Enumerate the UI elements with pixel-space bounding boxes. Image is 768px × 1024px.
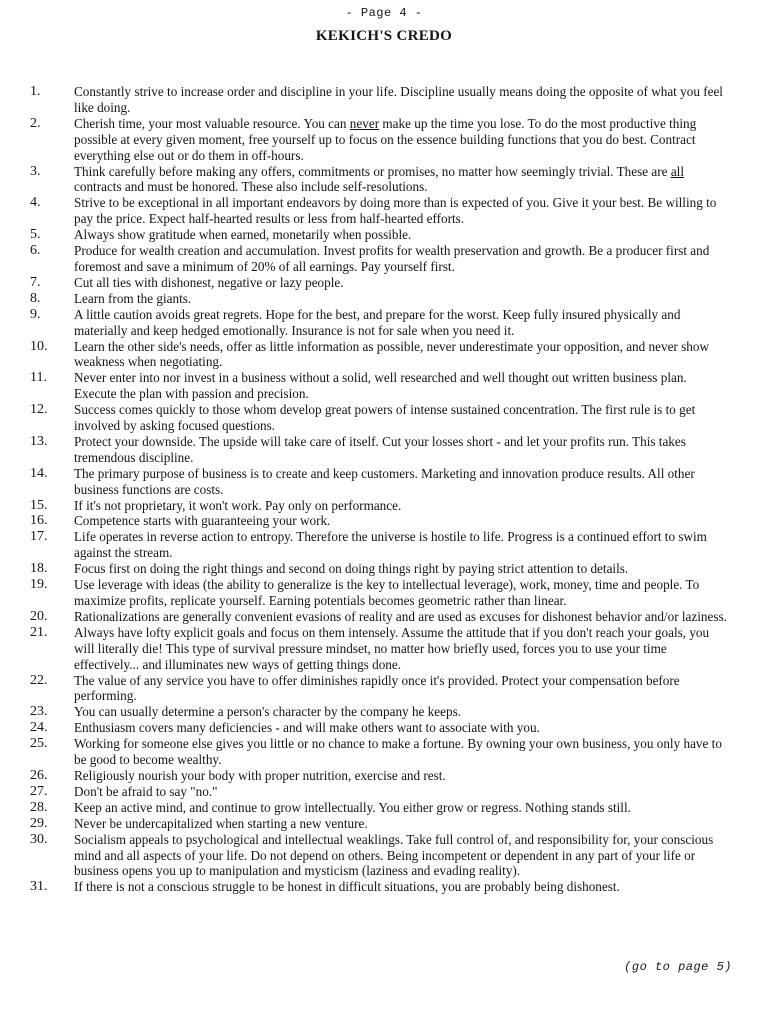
credo-item: [30, 720, 730, 736]
credo-item: [30, 402, 730, 434]
credo-item: [30, 195, 730, 227]
credo-item: [30, 784, 730, 800]
text-segment: make up the time you lose. To do the most productive thing possible at every given moment, free yourself up to focus on the essence building functions that you do best. Contract everything else out or do them in off-hours.: [74, 115, 697, 163]
credo-item-text: [74, 609, 730, 625]
credo-item: [30, 816, 730, 832]
credo-item: [30, 736, 730, 768]
credo-item-number: 31.: [30, 879, 48, 895]
credo-item: [30, 609, 730, 625]
text-segment: Focus first on doing the right things and second on doing things right by paying strict attention to details.: [74, 561, 629, 577]
underlined-emphasis: never: [349, 115, 380, 131]
credo-item-text: [74, 577, 730, 609]
credo-item: [30, 116, 730, 164]
credo-item: [30, 84, 730, 116]
credo-item-text: [74, 736, 730, 768]
credo-item-text: [74, 513, 730, 529]
credo-item-number: 27.: [30, 783, 48, 799]
credo-item-number: 12.: [30, 402, 48, 418]
credo-item-number: 4.: [30, 195, 41, 211]
credo-item-text: [74, 768, 730, 784]
credo-item-text: [74, 561, 730, 577]
credo-item-text: [74, 800, 730, 816]
text-segment: Never enter into nor invest in a business without a solid, well researched and well thought out written business plan. Execute the plan with passion and precision.: [74, 370, 687, 402]
page-title: KEKICH'S CREDO: [315, 28, 453, 44]
credo-item-number: 26.: [30, 767, 48, 783]
text-segment: Working for someone else gives you little or no chance to make a fortune. By owning your own business, you only have to be good to become wealthy.: [74, 736, 722, 768]
credo-item-text: [74, 307, 730, 339]
text-segment: Always have lofty explicit goals and focus on them intensely. Assume the attitude that if you don't reach your goals, you will literally die! This type of survival pressure mindset, no matter how briefly used, forces you to use your time effectively... and illuminates new ways of getting things done.: [74, 624, 710, 672]
credo-item-number: 18.: [30, 561, 48, 577]
credo-item: [30, 625, 730, 673]
credo-item-text: [74, 625, 730, 673]
credo-item: [30, 243, 730, 275]
credo-item: [30, 466, 730, 498]
text-segment: Cut all ties with dishonest, negative or lazy people.: [74, 274, 344, 290]
credo-item-text: [74, 832, 730, 880]
credo-item-text: [74, 529, 730, 561]
credo-item-number: 10.: [30, 338, 48, 354]
credo-item-text: [74, 402, 730, 434]
text-segment: Keep an active mind, and continue to grow intellectually. You either grow or regress. Nothing stands still.: [74, 799, 631, 815]
credo-item-text: [74, 84, 730, 116]
credo-item: [30, 370, 730, 402]
text-segment: Strive to be exceptional in all important endeavors by doing more than is expected of you. Give it your best. Be willing to pay the price. Expect half-hearted results or less from half-hearted efforts.: [74, 195, 717, 227]
text-segment: Never be undercapitalized when starting a new venture.: [74, 815, 368, 831]
text-segment: Think carefully before making any offers, commitments or promises, no matter how seemingly trivial. These are: [74, 163, 671, 179]
credo-item-number: 9.: [30, 306, 41, 322]
text-segment: Learn the other side's needs, offer as little information as possible, never underestimate your opposition, and never show weakness when negotiating.: [74, 338, 709, 370]
credo-item-text: [74, 673, 730, 705]
credo-item-number: 8.: [30, 290, 41, 306]
credo-item-number: 17.: [30, 529, 48, 545]
credo-item-number: 22.: [30, 672, 48, 688]
credo-item-text: [74, 879, 730, 895]
text-segment: Socialism appeals to psychological and intellectual weaklings. Take full control of, and responsibility for, your conscious mind and all aspects of your life. Do not depend on others. Being incompetent or dependent in any part of your life or business opens you up to manipulation and mysticism (laziness and evading reality).: [74, 831, 714, 879]
credo-item: [30, 291, 730, 307]
underlined-emphasis: all: [670, 163, 684, 179]
credo-item-number: 6.: [30, 243, 41, 259]
credo-item-text: [74, 370, 730, 402]
credo-item-number: 15.: [30, 497, 48, 513]
credo-item-number: 23.: [30, 704, 48, 720]
credo-item: [30, 164, 730, 196]
credo-item-text: [74, 784, 730, 800]
text-segment: Learn from the giants.: [74, 290, 192, 306]
credo-item: [30, 307, 730, 339]
credo-item-text: [74, 275, 730, 291]
credo-item-number: 3.: [30, 163, 41, 179]
credo-item-text: [74, 164, 730, 196]
page-marker: - Page 4 -: [345, 6, 423, 20]
credo-item-text: [74, 227, 730, 243]
credo-item: [30, 704, 730, 720]
credo-item: [30, 339, 730, 371]
text-segment: Rationalizations are generally convenient evasions of reality and are used as excuses for dishonest behavior and/or laziness.: [74, 608, 727, 624]
text-segment: Life operates in reverse action to entropy. Therefore the universe is hostile to life. Progress is a continued effort to swim against the stream.: [74, 529, 707, 561]
text-segment: You can usually determine a person's character by the company he keeps.: [74, 704, 462, 720]
credo-item-number: 19.: [30, 577, 48, 593]
text-segment: Enthusiasm covers many deficiencies - and will make others want to associate with you.: [74, 720, 540, 736]
text-segment: If there is not a conscious struggle to be honest in difficult situations, you are probably being dishonest.: [74, 879, 620, 895]
credo-item-text: [74, 704, 730, 720]
credo-item-number: 2.: [30, 115, 41, 131]
credo-item-number: 5.: [30, 227, 41, 243]
credo-item-text: [74, 498, 730, 514]
text-segment: Don't be afraid to say "no.": [74, 783, 218, 799]
credo-item-number: 13.: [30, 433, 48, 449]
text-segment: Success comes quickly to those whom develop great powers of intense sustained concentration. The first rule is to get involved by asking focused questions.: [74, 402, 696, 434]
text-segment: Always show gratitude when earned, monetarily when possible.: [74, 227, 412, 243]
credo-item: [30, 832, 730, 880]
credo-item-number: 7.: [30, 274, 41, 290]
text-segment: Protect your downside. The upside will take care of itself. Cut your losses short - and let your profits run. This takes tremendous discipline.: [74, 433, 686, 465]
credo-item: [30, 434, 730, 466]
credo-item-number: 20.: [30, 608, 48, 624]
text-segment: Competence starts with guaranteeing your work.: [74, 513, 331, 529]
credo-item: [30, 561, 730, 577]
credo-item-text: [74, 434, 730, 466]
credo-list: [30, 84, 730, 895]
credo-item-text: [74, 339, 730, 371]
credo-item: [30, 227, 730, 243]
text-segment: Produce for wealth creation and accumulation. Invest profits for wealth preservation and growth. Be a producer first and foremost and save a minimum of 20% of all earnings. Pay yourself first.: [74, 243, 710, 274]
credo-item: [30, 577, 730, 609]
credo-item-number: 14.: [30, 465, 48, 481]
credo-item: [30, 498, 730, 514]
text-segment: The primary purpose of business is to create and keep customers. Marketing and innovation produce results. All other business functions are costs.: [74, 465, 695, 497]
credo-item-number: 21.: [30, 624, 48, 640]
text-segment: contracts and must be honored. These also include self-resolutions.: [74, 179, 428, 195]
text-segment: A little caution avoids great regrets. Hope for the best, and prepare for the worst. Keep fully insured physically and materially and keep hedged emotionally. Insurance is not for sale when you need it.: [74, 306, 681, 338]
text-segment: Cherish time, your most valuable resource. You can: [74, 115, 350, 131]
credo-item-text: [74, 466, 730, 498]
text-segment: Use leverage with ideas (the ability to generalize is the key to intellectual leverage), work, money, time and people. To maximize profits, replicate yourself. Earning potentials becomes geometric rather than linear.: [74, 577, 700, 608]
credo-item-text: [74, 195, 730, 227]
continuation-note: (go to page 5): [624, 960, 732, 974]
credo-item-text: [74, 291, 730, 307]
credo-item: [30, 673, 730, 705]
credo-item: [30, 768, 730, 784]
credo-item: [30, 275, 730, 291]
credo-item-number: 29.: [30, 815, 48, 831]
credo-item-number: 25.: [30, 736, 48, 752]
credo-item-text: [74, 720, 730, 736]
credo-item: [30, 879, 730, 895]
credo-item-number: 11.: [30, 370, 47, 386]
text-segment: Religiously nourish your body with proper nutrition, exercise and rest.: [74, 767, 446, 783]
credo-item-text: [74, 116, 730, 164]
credo-item-text: [74, 816, 730, 832]
credo-item-number: 24.: [30, 720, 48, 736]
credo-item-text: [74, 243, 730, 275]
text-segment: The value of any service you have to offer diminishes rapidly once it's provided. Protect your compensation before performing.: [74, 672, 680, 704]
text-segment: If it's not proprietary, it won't work. Pay only on performance.: [74, 497, 402, 513]
credo-item: [30, 800, 730, 816]
text-segment: Constantly strive to increase order and discipline in your life. Discipline usually means doing the opposite of what you feel like doing.: [74, 84, 723, 115]
credo-item-number: 16.: [30, 513, 48, 529]
credo-item: [30, 529, 730, 561]
credo-item-number: 1.: [30, 84, 41, 99]
credo-item-number: 30.: [30, 831, 48, 847]
credo-item-number: 28.: [30, 799, 48, 815]
credo-item: [30, 513, 730, 529]
